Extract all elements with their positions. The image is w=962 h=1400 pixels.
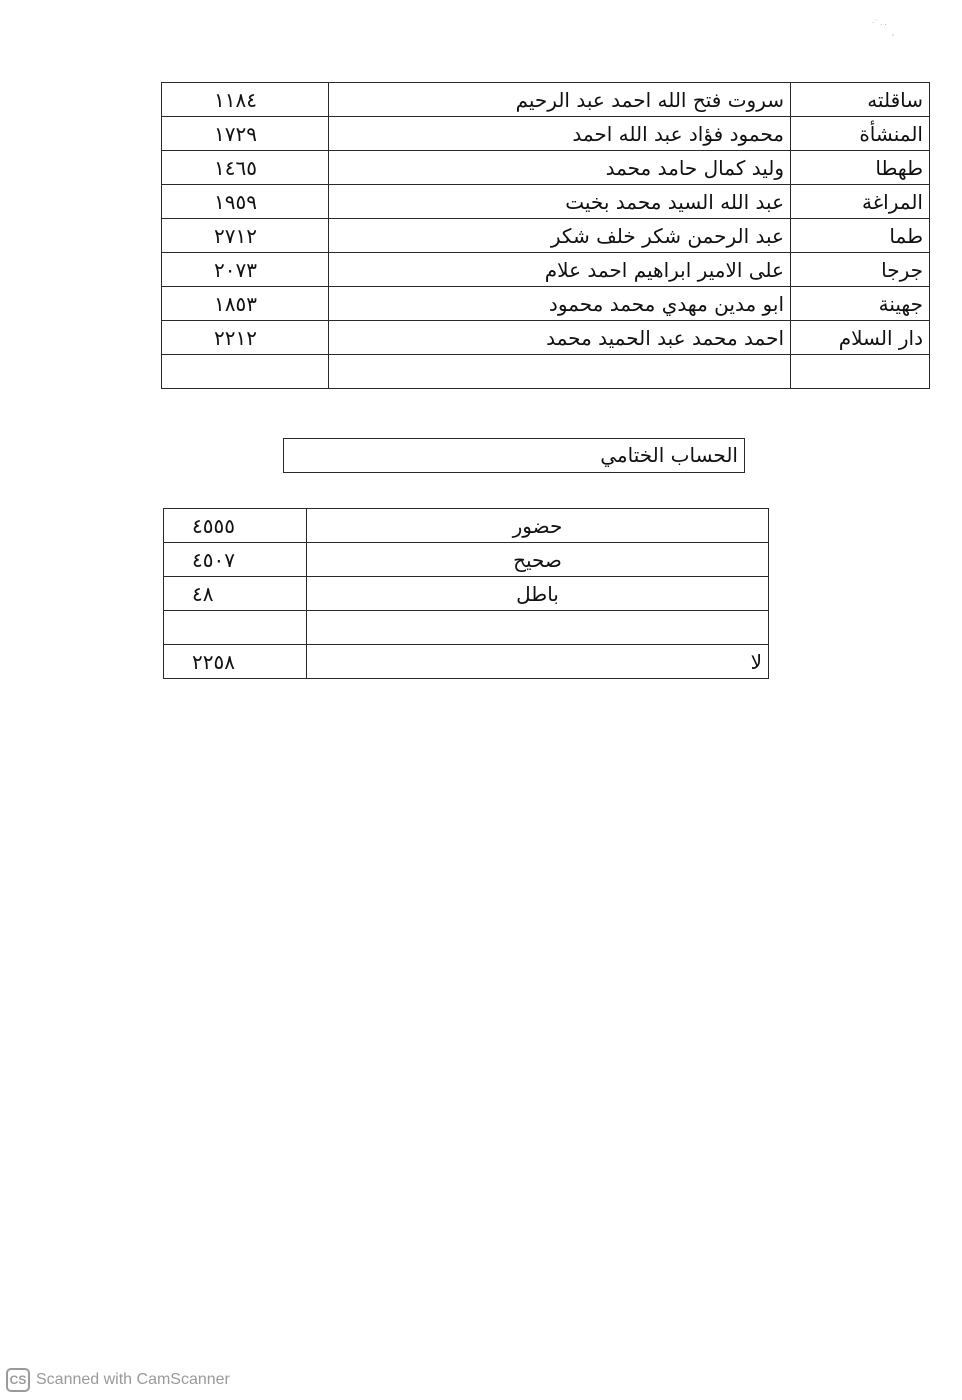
candidate-name-cell: عبد الله السيد محمد بخيت (329, 185, 791, 219)
final-value-cell: ٤٥٠٧ (164, 543, 307, 577)
candidate-name-cell: على الامير ابراهيم احمد علام (329, 253, 791, 287)
candidate-name-cell: وليد كمال حامد محمد (329, 151, 791, 185)
final-value-cell: ٢٢٥٨ (164, 645, 307, 679)
table-row (162, 253, 930, 287)
votes-cell: ١٨٥٣ (162, 287, 329, 321)
table-row (162, 321, 930, 355)
table-row (164, 543, 769, 577)
candidate-name-cell: عبد الرحمن شكر خلف شكر (329, 219, 791, 253)
table-row (164, 509, 769, 543)
table-row (164, 645, 769, 679)
votes-cell (162, 355, 329, 389)
town-cell: المنشأة (791, 117, 930, 151)
votes-cell: ١٩٥٩ (162, 185, 329, 219)
votes-cell: ٢٢١٢ (162, 321, 329, 355)
final-value-cell: ٤٨ (164, 577, 307, 611)
table-row (164, 577, 769, 611)
table-row (162, 151, 930, 185)
camscanner-logo-icon: CS (6, 1368, 30, 1392)
table-row (162, 287, 930, 321)
final-account-table (163, 508, 769, 679)
table-row (162, 355, 930, 389)
scanner-text: Scanned with CamScanner (36, 1371, 230, 1388)
final-value-cell (164, 611, 307, 645)
final-value-cell: ٤٥٥٥ (164, 509, 307, 543)
candidate-name-cell: سروت فتح الله احمد عبد الرحيم (329, 83, 791, 117)
candidate-name-cell: محمود فؤاد عبد الله احمد (329, 117, 791, 151)
town-cell: جهينة (791, 287, 930, 321)
town-cell: جرجا (791, 253, 930, 287)
final-label-cell: صحيح (307, 543, 769, 577)
town-cell: ساقلته (791, 83, 930, 117)
candidate-name-cell: احمد محمد عبد الحميد محمد (329, 321, 791, 355)
scan-artifact-marks: ·˙ . . , (872, 19, 895, 37)
votes-cell: ١١٨٤ (162, 83, 329, 117)
town-cell: دار السلام (791, 321, 930, 355)
table-row (162, 185, 930, 219)
table-row (164, 611, 769, 645)
table-row (162, 83, 930, 117)
town-cell: طما (791, 219, 930, 253)
votes-cell: ١٧٢٩ (162, 117, 329, 151)
votes-cell: ٢٧١٢ (162, 219, 329, 253)
votes-cell: ١٤٦٥ (162, 151, 329, 185)
town-cell: المراغة (791, 185, 930, 219)
final-label-cell: لا (307, 645, 769, 679)
candidate-results-table (161, 82, 930, 389)
final-account-title: الحساب الختامي (283, 438, 745, 473)
camscanner-watermark (6, 1366, 230, 1394)
table-row (162, 219, 930, 253)
final-label-cell: باطل (307, 577, 769, 611)
town-cell (791, 355, 930, 389)
town-cell: طهطا (791, 151, 930, 185)
final-label-cell (307, 611, 769, 645)
final-label-cell: حضور (307, 509, 769, 543)
candidate-name-cell: ابو مدين مهدي محمد محمود (329, 287, 791, 321)
candidate-name-cell (329, 355, 791, 389)
table-row (162, 117, 930, 151)
votes-cell: ٢٠٧٣ (162, 253, 329, 287)
